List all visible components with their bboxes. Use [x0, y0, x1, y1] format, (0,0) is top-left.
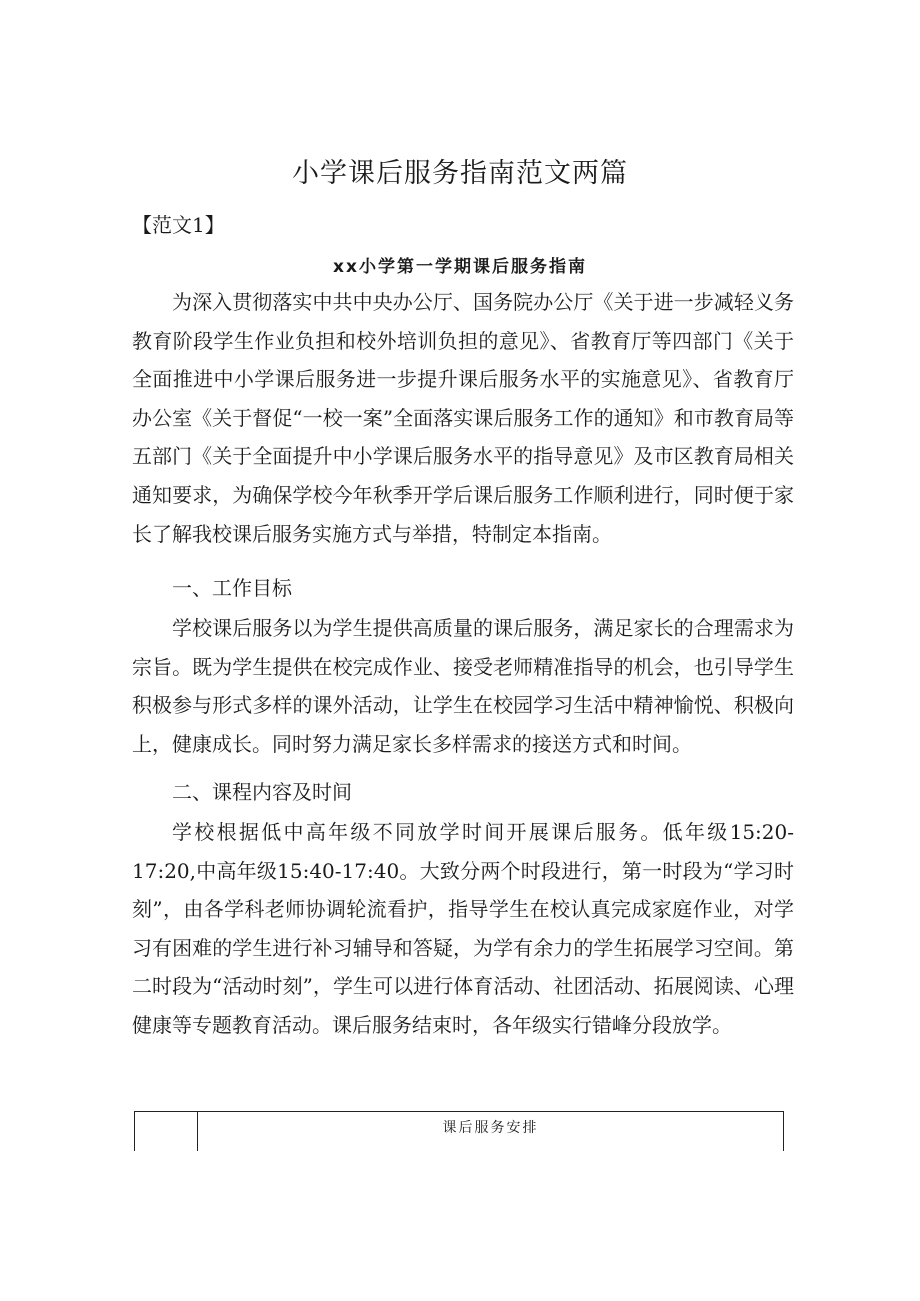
table-header-cell-main: 课后服务安排	[198, 1112, 784, 1152]
curriculum-paragraph: 学校根据低中高年级不同放学时间开展课后服务。低年级15:20-17:20,中高年级15:40-17:40。大致分两个时段进行，第一时段为“学习时刻”，由各学科老师协调轮流看护，指导学生在校认真完成家庭作业，对学习有困难的学生进行补习辅导和答疑，为学有余力的学生拓展学习空间。第二时段为“活动时刻”，学生可以进行体育活动、社团活动、拓展阅读、心理健康等专题教育活动。课后服务结束时，各年级实行错峰分段放学。	[132, 820, 794, 1037]
goals-paragraph: 学校课后服务以为学生提供高质量的课后服务，满足家长的合理需求为宗旨。既为学生提供在校完成作业、接受老师精准指导的机会，也引导学生积极参与形式多样的课外活动，让学生在校园学习生活中精神愉悦、积极向上，健康成长。同时努力满足家长多样需求的接送方式和时间。	[132, 616, 794, 756]
intro-paragraph: 为深入贯彻落实中共中央办公厅、国务院办公厅《关于进一步减轻义务教育阶段学生作业负担和校外培训负担的意见》、省教育厅等四部门《关于全面推进中小学课后服务进一步提升课后服务水平的实施意见》、省教育厅办公室《关于督促“一校一案”全面落实课后服务工作的通知》和市教育局等五部门《关于全面提升中小学课后服务水平的指导意见》及市区教育局相关通知要求，为确保学校今年秋季开学后课后服务工作顺利进行，同时便于家长了解我校课后服务实施方式与举措，特制定本指南。	[132, 290, 794, 546]
document-subtitle: xx小学第一学期课后服务指南	[333, 257, 587, 277]
section-heading-curriculum: 二、课程内容及时间	[172, 780, 352, 804]
section-heading-goals: 一、工作目标	[172, 576, 292, 600]
table-row	[135, 1112, 784, 1152]
table-header-cell-first	[135, 1112, 198, 1152]
schedule-table	[134, 1111, 784, 1151]
document-title: 小学课后服务指南范文两篇	[292, 158, 628, 189]
sample-label: 【范文1】	[132, 213, 225, 237]
